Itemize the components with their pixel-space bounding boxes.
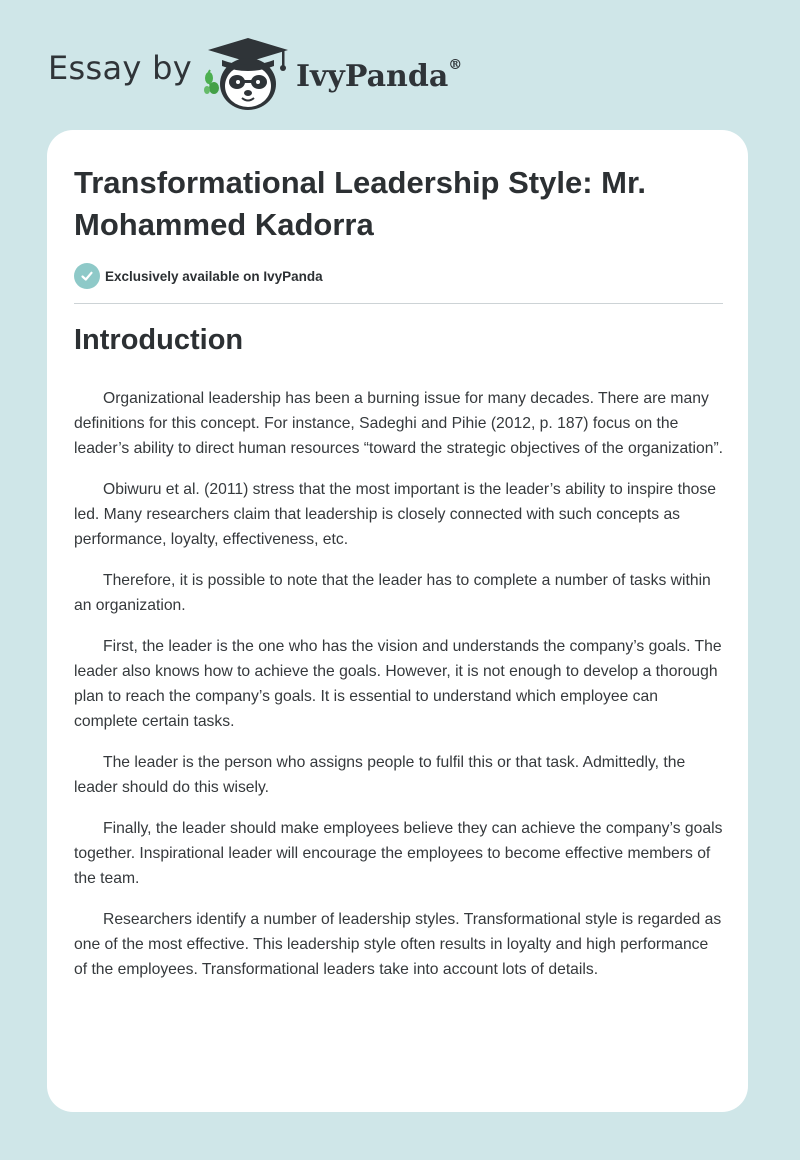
paragraph: First, the leader is the one who has the vision and understands the company’s goals. The leader also knows how to achieve the goals. However, it is not enough to develop a thorough plan to reach the company’s goals. It is essential to understand which employee can complete certain tasks.: [74, 638, 722, 730]
check-circle-icon: [74, 263, 100, 289]
panda-logo-icon[interactable]: [202, 36, 294, 112]
essay-card: [47, 130, 748, 1112]
essay-by-label: Essay by: [48, 49, 192, 87]
paragraph: Obiwuru et al. (2011) stress that the most important is the leader’s ability to inspire those led. Many researchers claim that leadership is closely connected with such concepts as performance, loyalty, effectiveness, etc.: [74, 481, 716, 548]
section-heading: Introduction: [74, 324, 244, 356]
exclusive-badge: [74, 263, 323, 289]
site-header: [48, 34, 462, 114]
brand-name[interactable]: IvyPanda®: [295, 56, 463, 94]
page-title: Transformational Leadership Style: Mr. Mohammed Kadorra: [74, 165, 646, 242]
paragraph: Finally, the leader should make employees believe they can achieve the company’s goals together. Inspirational leader will encourage the employees to become effective members of the team.: [74, 820, 723, 887]
paragraph: The leader is the person who assigns people to fulfil this or that task. Admittedly, the leader should do this wisely.: [74, 754, 686, 796]
article-body: [74, 386, 724, 998]
divider: [74, 303, 723, 304]
paragraph: Organizational leadership has been a burning issue for many decades. There are many definitions for this concept. For instance, Sadeghi and Pihie (2012, p. 187) focus on the leader’s ability to direct human resources “toward the strategic objectives of the organization”.: [74, 390, 724, 457]
paragraph: Therefore, it is possible to note that the leader has to complete a number of tasks within an organization.: [74, 572, 711, 614]
registered-mark: ®: [448, 56, 463, 73]
exclusive-label: Exclusively available on IvyPanda: [105, 268, 323, 284]
paragraph: Researchers identify a number of leadership styles. Transformational style is regarded as one of the most effective. This leadership style often results in loyalty and high performance of the employees. Transformational leaders take into account lots of details.: [74, 911, 722, 978]
